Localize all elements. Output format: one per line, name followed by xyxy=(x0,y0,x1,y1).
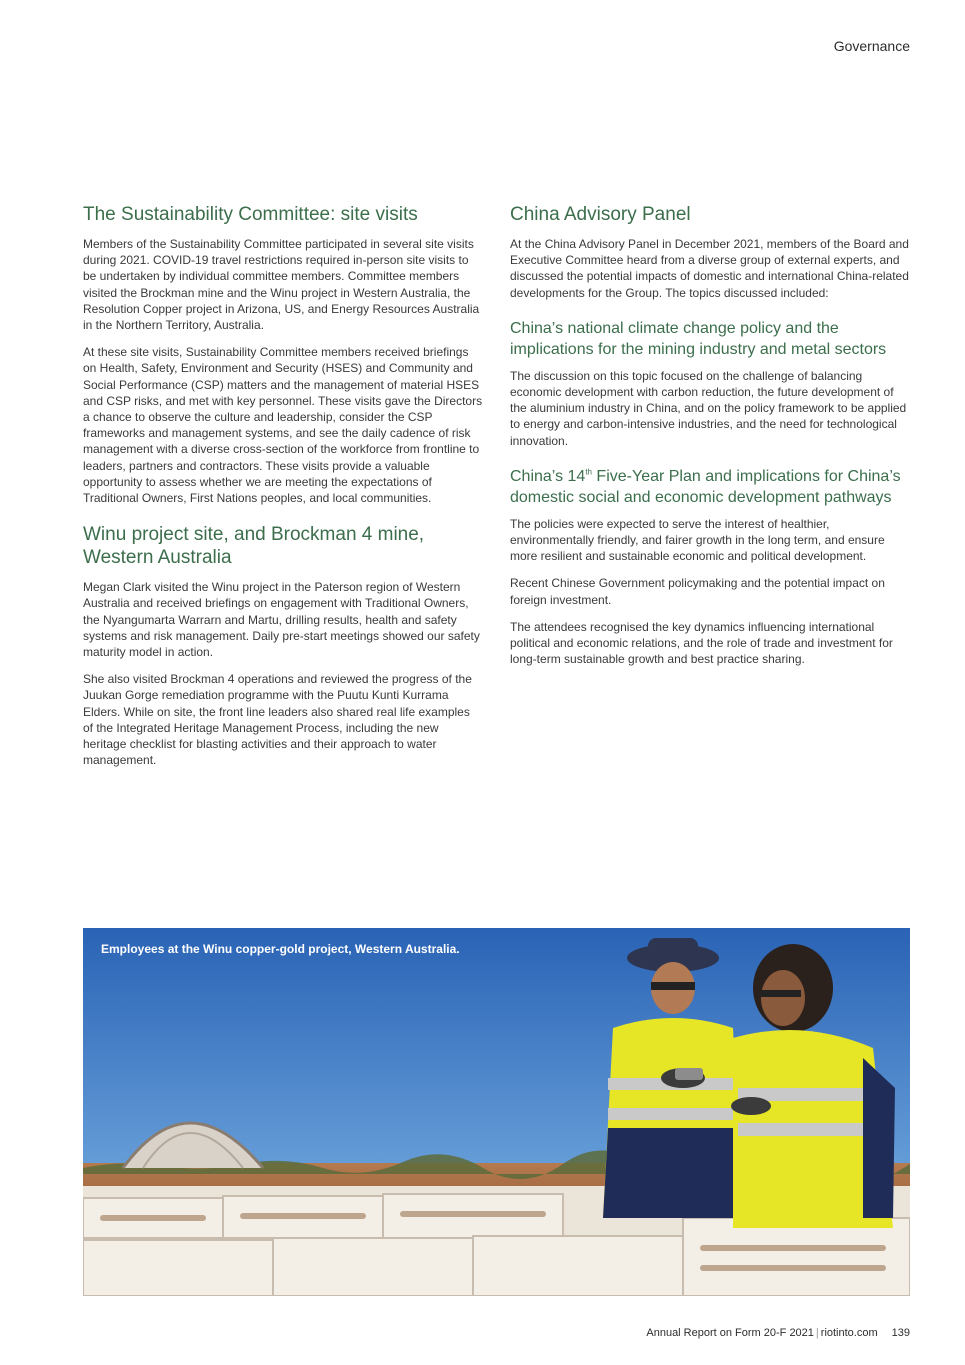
footer-divider: | xyxy=(815,1327,819,1339)
climate-policy-subheading: China’s national climate change policy and the implications for the mining industry and metal sectors xyxy=(510,319,887,358)
climate-policy-paragraph: The discussion on this topic focused on the challenge of balancing economic development with carbon reduction, the future development of the aluminium industry in China, and on the policy framework to be applied to energy and carbon-intensive industries, and the need for technological innovation. xyxy=(510,368,907,448)
winu-paragraph-1: Megan Clark visited the Winu project in the Paterson region of Western Australia and received briefings on engagement with Traditional Owners, the Nyangumarta Warrarn and Martu, drilling results, health and safety systems and risk management. Daily pre-start meetings showed our safety maturity model in action. xyxy=(83,580,480,660)
page-footer xyxy=(646,1327,910,1339)
five-year-plan-title-ordinal: th xyxy=(585,467,592,477)
right-column xyxy=(510,203,910,678)
photo-caption: Employees at the Winu copper-gold project, Western Australia. xyxy=(101,942,460,956)
left-column xyxy=(83,203,483,779)
photo-illustration xyxy=(83,928,910,1296)
five-year-plan-title-start: China’s 14 xyxy=(510,467,586,485)
page-number: 139 xyxy=(891,1327,910,1339)
section-label: Governance xyxy=(833,38,910,54)
five-year-plan-title-end: Five-Year Plan and implications for China’s domestic social and economic development pathways xyxy=(510,467,901,506)
winu-brockman-heading: Winu project site, and Brockman 4 mine, Western Australia xyxy=(83,524,425,569)
sustainability-committee-paragraph-1: Members of the Sustainability Committee participated in several site visits during 2021. COVID-19 travel restrictions required in-person site visits to be undertaken by individual committee members. Committee members visited the Brockman mine and the Winu project in Western Australia, the Resolution Copper project in Arizona, US, and Energy Resources Australia in the Northern Territory, Australia. xyxy=(83,237,480,333)
sustainability-committee-paragraph-2: At these site visits, Sustainability Committee members received briefings on Health, Safety, Environment and Security (HSES) and Community and Social Performance (CSP) matters and the management of material HSES and CSP risks, and met with key personnel. These visits gave the Directors a chance to observe the culture and leadership, consider the CSP frameworks and management systems, and see the daily cadence of risk management with a diverse cross-section of the workforce from frontline to leaders, partners and contractors. These visits provide a valuable opportunity to assess whether we are meeting the expectations of Traditional Owners, First Nations peoples, and local communities. xyxy=(83,345,483,506)
five-year-plan-paragraph-3: The attendees recognised the key dynamics influencing international political and economic relations, and the role of trade and investment for long-term sustainable growth and best practice sharing. xyxy=(510,619,893,667)
five-year-plan-paragraph-2: Recent Chinese Government policymaking and the potential impact on foreign investment. xyxy=(510,576,885,607)
five-year-plan-paragraph-1: The policies were expected to serve the interest of healthier, environmentally friendly, and fairer growth in the long term, and ensure more resilient and sustainable economic and political development. xyxy=(510,516,885,564)
sustainability-committee-heading: The Sustainability Committee: site visits xyxy=(83,204,418,225)
china-advisory-panel-heading: China Advisory Panel xyxy=(510,204,691,225)
china-advisory-panel-paragraph: At the China Advisory Panel in December 2021, members of the Board and Executive Committee heard from a diverse group of external experts, and discussed the potential impacts of domestic and international China-related developments for the Group. The topics discussed included: xyxy=(510,237,909,300)
website-link[interactable]: riotinto.com xyxy=(820,1327,878,1339)
winu-paragraph-2: She also visited Brockman 4 operations and reviewed the progress of the Juukan Gorge remediation programme with the Puutu Kunti Kurrama Elders. While on site, the front line leaders also shared real life examples of the Integrated Heritage Management Process, including the new heritage checklist for blasting activities and their approach to water management. xyxy=(83,672,472,768)
five-year-plan-subheading xyxy=(510,466,910,508)
winu-project-photo xyxy=(83,928,910,1296)
report-title: Annual Report on Form 20-F 2021 xyxy=(646,1327,814,1339)
